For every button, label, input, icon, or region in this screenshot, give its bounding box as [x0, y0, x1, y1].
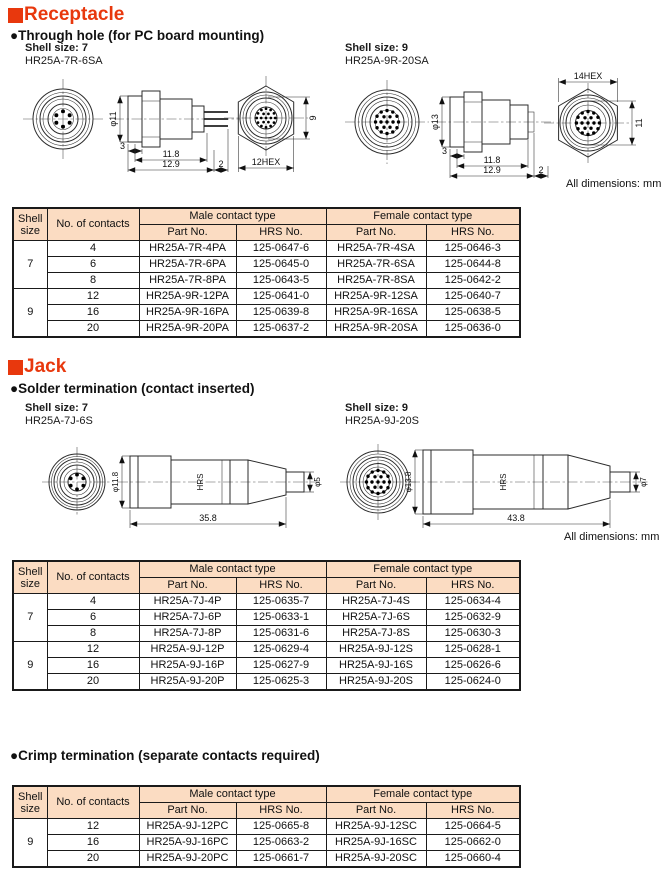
- col-header-female: Female contact type: [326, 786, 520, 803]
- table-row: [13, 835, 520, 851]
- female-hrs-no-cell: 125-0646-3: [426, 241, 520, 257]
- dim-label-body-dia: φ13.8: [404, 471, 413, 493]
- dim-label-plate: 3: [441, 146, 447, 156]
- section-title-text: Jack: [24, 356, 67, 377]
- male-hrs-no-cell: 125-0661-7: [236, 851, 326, 868]
- female-part-no-cell: HR25A-7R-6SA: [326, 257, 426, 273]
- shell-size-cell: 9: [13, 642, 47, 691]
- subsection-title-crimp: ●Crimp termination (separate contacts required): [10, 748, 320, 763]
- male-part-no-cell: HR25A-9J-20P: [139, 674, 236, 691]
- dim-label-tail: 2: [538, 165, 544, 175]
- male-part-no-cell: HR25A-7R-6PA: [139, 257, 236, 273]
- part-number-label: HR25A-7R-6SA: [25, 55, 103, 67]
- jack-crimp-table: [12, 785, 521, 868]
- female-hrs-no-cell: 125-0644-8: [426, 257, 520, 273]
- contacts-cell: 12: [47, 819, 139, 835]
- side-view: [108, 91, 240, 172]
- table-row: [13, 610, 520, 626]
- table-row: [13, 658, 520, 674]
- part-number-label: HR25A-9R-20SA: [345, 55, 429, 67]
- female-hrs-no-cell: 125-0640-7: [426, 289, 520, 305]
- contacts-cell: 6: [47, 257, 139, 273]
- dim-label-insert: 9: [308, 115, 318, 121]
- male-hrs-no-cell: 125-0665-8: [236, 819, 326, 835]
- col-header-part-no: Part No.: [326, 225, 426, 241]
- female-hrs-no-cell: 125-0626-6: [426, 658, 520, 674]
- col-header-hrs-no: HRS No.: [236, 225, 326, 241]
- section-marker-icon: [8, 360, 23, 375]
- brand-logo-text: HRS: [196, 473, 205, 491]
- table-row: [13, 851, 520, 868]
- contacts-cell: 6: [47, 610, 139, 626]
- table-row: [13, 674, 520, 691]
- male-hrs-no-cell: 125-0627-9: [236, 658, 326, 674]
- contacts-cell: 8: [47, 626, 139, 642]
- contacts-cell: 16: [47, 305, 139, 321]
- variant-label-receptacle-7: [25, 42, 103, 67]
- dim-label-front-dia: φ11: [108, 111, 118, 127]
- female-part-no-cell: HR25A-7J-6S: [326, 610, 426, 626]
- shell-size-cell: 7: [13, 241, 47, 289]
- hex-view: [224, 76, 318, 172]
- side-view: [111, 456, 322, 528]
- variant-label-receptacle-9: [345, 42, 429, 67]
- female-part-no-cell: HR25A-9J-16S: [326, 658, 426, 674]
- female-part-no-cell: HR25A-7J-8S: [326, 626, 426, 642]
- table-row: [13, 642, 520, 658]
- side-view: [430, 92, 554, 178]
- col-header-hrs-no: HRS No.: [236, 803, 326, 819]
- contacts-cell: 16: [47, 835, 139, 851]
- variant-label-jack-7: [25, 402, 93, 427]
- male-part-no-cell: HR25A-7J-4P: [139, 594, 236, 610]
- shell-size-cell: 9: [13, 819, 47, 868]
- section-title-text: Receptacle: [24, 4, 125, 25]
- shell-size-label: Shell size: 7: [25, 42, 88, 54]
- female-hrs-no-cell: 125-0634-4: [426, 594, 520, 610]
- front-view: [345, 80, 429, 164]
- col-header-part-no: Part No.: [326, 803, 426, 819]
- contacts-cell: 4: [47, 241, 139, 257]
- male-hrs-no-cell: 125-0631-6: [236, 626, 326, 642]
- table-row: [13, 241, 520, 257]
- col-header-hrs-no: HRS No.: [426, 803, 520, 819]
- male-hrs-no-cell: 125-0639-8: [236, 305, 326, 321]
- side-view: [404, 450, 648, 528]
- section-marker-icon: [8, 8, 23, 23]
- shell-size-label: Shell size: 9: [345, 402, 408, 414]
- dim-label-len2: 12.9: [483, 165, 501, 175]
- dim-label-body-dia: φ11.8: [111, 471, 120, 493]
- female-part-no-cell: HR25A-9J-16SC: [326, 835, 426, 851]
- col-header-male: Male contact type: [139, 561, 326, 578]
- col-header-part-no: Part No.: [139, 578, 236, 594]
- dim-label-len1: 11.8: [483, 155, 501, 165]
- subsection-title-solder: ●Solder termination (contact inserted): [10, 381, 255, 396]
- male-part-no-cell: HR25A-9J-20PC: [139, 851, 236, 868]
- male-part-no-cell: HR25A-7R-4PA: [139, 241, 236, 257]
- female-hrs-no-cell: 125-0628-1: [426, 642, 520, 658]
- table-row: [13, 305, 520, 321]
- contacts-cell: 8: [47, 273, 139, 289]
- female-hrs-no-cell: 125-0664-5: [426, 819, 520, 835]
- part-number-label: HR25A-9J-20S: [345, 415, 419, 427]
- col-header-shell-size: Shell size: [13, 208, 47, 241]
- male-part-no-cell: HR25A-7R-8PA: [139, 273, 236, 289]
- female-hrs-no-cell: 125-0662-0: [426, 835, 520, 851]
- male-part-no-cell: HR25A-7J-8P: [139, 626, 236, 642]
- col-header-part-no: Part No.: [326, 578, 426, 594]
- receptacle-table: [12, 207, 521, 338]
- dim-label-cable-dia: φ5: [313, 477, 322, 487]
- brand-logo-text: HRS: [499, 473, 508, 491]
- col-header-male: Male contact type: [139, 208, 326, 225]
- table-row: [13, 321, 520, 338]
- dim-label-length: 43.8: [507, 513, 525, 523]
- col-header-female: Female contact type: [326, 208, 520, 225]
- col-header-hrs-no: HRS No.: [426, 578, 520, 594]
- female-hrs-no-cell: 125-0636-0: [426, 321, 520, 338]
- col-header-part-no: Part No.: [139, 225, 236, 241]
- col-header-female: Female contact type: [326, 561, 520, 578]
- male-hrs-no-cell: 125-0645-0: [236, 257, 326, 273]
- male-hrs-no-cell: 125-0633-1: [236, 610, 326, 626]
- jack-solder-table: [12, 560, 521, 691]
- front-view: [42, 447, 112, 517]
- col-header-hrs-no: HRS No.: [426, 225, 520, 241]
- dim-label-cable-dia: φ7: [639, 477, 648, 487]
- col-header-contacts: No. of contacts: [47, 208, 139, 241]
- table-row: [13, 626, 520, 642]
- male-part-no-cell: HR25A-9R-16PA: [139, 305, 236, 321]
- dim-label-length: 35.8: [199, 513, 217, 523]
- col-header-part-no: Part No.: [139, 803, 236, 819]
- hex-view: [544, 71, 644, 165]
- col-header-hrs-no: HRS No.: [236, 578, 326, 594]
- female-part-no-cell: HR25A-9J-12S: [326, 642, 426, 658]
- dim-label-hex: 12HEX: [251, 157, 281, 167]
- jack-7-drawing: [8, 436, 338, 550]
- female-hrs-no-cell: 125-0638-5: [426, 305, 520, 321]
- male-part-no-cell: HR25A-9R-12PA: [139, 289, 236, 305]
- section-title-receptacle: [8, 4, 124, 26]
- dim-label-insert: 11: [634, 118, 644, 128]
- dim-label-len2: 12.9: [162, 159, 180, 169]
- female-part-no-cell: HR25A-7R-8SA: [326, 273, 426, 289]
- male-part-no-cell: HR25A-9J-12P: [139, 642, 236, 658]
- front-view: [23, 79, 103, 159]
- female-part-no-cell: HR25A-9R-16SA: [326, 305, 426, 321]
- female-hrs-no-cell: 125-0624-0: [426, 674, 520, 691]
- shell-size-cell: 7: [13, 594, 47, 642]
- dim-label-front-dia: φ13: [430, 114, 440, 130]
- female-part-no-cell: HR25A-7R-4SA: [326, 241, 426, 257]
- dim-label-plate: 3: [119, 141, 125, 151]
- table-row: [13, 594, 520, 610]
- female-part-no-cell: HR25A-9R-20SA: [326, 321, 426, 338]
- section-title-jack: [8, 356, 66, 378]
- shell-size-label: Shell size: 9: [345, 42, 408, 54]
- male-part-no-cell: HR25A-7J-6P: [139, 610, 236, 626]
- male-hrs-no-cell: 125-0643-5: [236, 273, 326, 289]
- female-part-no-cell: HR25A-9R-12SA: [326, 289, 426, 305]
- female-hrs-no-cell: 125-0630-3: [426, 626, 520, 642]
- male-part-no-cell: HR25A-9J-16PC: [139, 835, 236, 851]
- receptacle-7-drawing: [8, 70, 338, 198]
- dimensions-note: All dimensions: mm: [564, 531, 660, 543]
- contacts-cell: 12: [47, 642, 139, 658]
- dim-label-len1: 11.8: [162, 149, 180, 159]
- part-number-label: HR25A-7J-6S: [25, 415, 93, 427]
- male-hrs-no-cell: 125-0625-3: [236, 674, 326, 691]
- col-header-contacts: No. of contacts: [47, 786, 139, 819]
- dimensions-note: All dimensions: mm: [566, 178, 662, 190]
- female-part-no-cell: HR25A-9J-20S: [326, 674, 426, 691]
- contacts-cell: 20: [47, 851, 139, 868]
- col-header-male: Male contact type: [139, 786, 326, 803]
- col-header-shell-size: Shell size: [13, 561, 47, 594]
- col-header-shell-size: Shell size: [13, 786, 47, 819]
- female-hrs-no-cell: 125-0660-4: [426, 851, 520, 868]
- table-row: [13, 257, 520, 273]
- male-hrs-no-cell: 125-0641-0: [236, 289, 326, 305]
- table-row: [13, 289, 520, 305]
- shell-size-label: Shell size: 7: [25, 402, 88, 414]
- male-hrs-no-cell: 125-0629-4: [236, 642, 326, 658]
- female-part-no-cell: HR25A-9J-12SC: [326, 819, 426, 835]
- male-hrs-no-cell: 125-0647-6: [236, 241, 326, 257]
- female-hrs-no-cell: 125-0632-9: [426, 610, 520, 626]
- dim-label-hex: 14HEX: [573, 71, 603, 81]
- male-part-no-cell: HR25A-9J-12PC: [139, 819, 236, 835]
- male-part-no-cell: HR25A-9R-20PA: [139, 321, 236, 338]
- female-part-no-cell: HR25A-7J-4S: [326, 594, 426, 610]
- contacts-cell: 16: [47, 658, 139, 674]
- table-row: [13, 819, 520, 835]
- contacts-cell: 20: [47, 674, 139, 691]
- male-hrs-no-cell: 125-0635-7: [236, 594, 326, 610]
- variant-label-jack-9: [345, 402, 419, 427]
- dim-label-tail: 2: [218, 159, 224, 169]
- male-hrs-no-cell: 125-0637-2: [236, 321, 326, 338]
- contacts-cell: 20: [47, 321, 139, 338]
- male-hrs-no-cell: 125-0663-2: [236, 835, 326, 851]
- col-header-contacts: No. of contacts: [47, 561, 139, 594]
- subsection-title-through-hole: ●Through hole (for PC board mounting): [10, 28, 265, 43]
- shell-size-cell: 9: [13, 289, 47, 338]
- table-row: [13, 273, 520, 289]
- contacts-cell: 4: [47, 594, 139, 610]
- contacts-cell: 12: [47, 289, 139, 305]
- female-hrs-no-cell: 125-0642-2: [426, 273, 520, 289]
- female-part-no-cell: HR25A-9J-20SC: [326, 851, 426, 868]
- male-part-no-cell: HR25A-9J-16P: [139, 658, 236, 674]
